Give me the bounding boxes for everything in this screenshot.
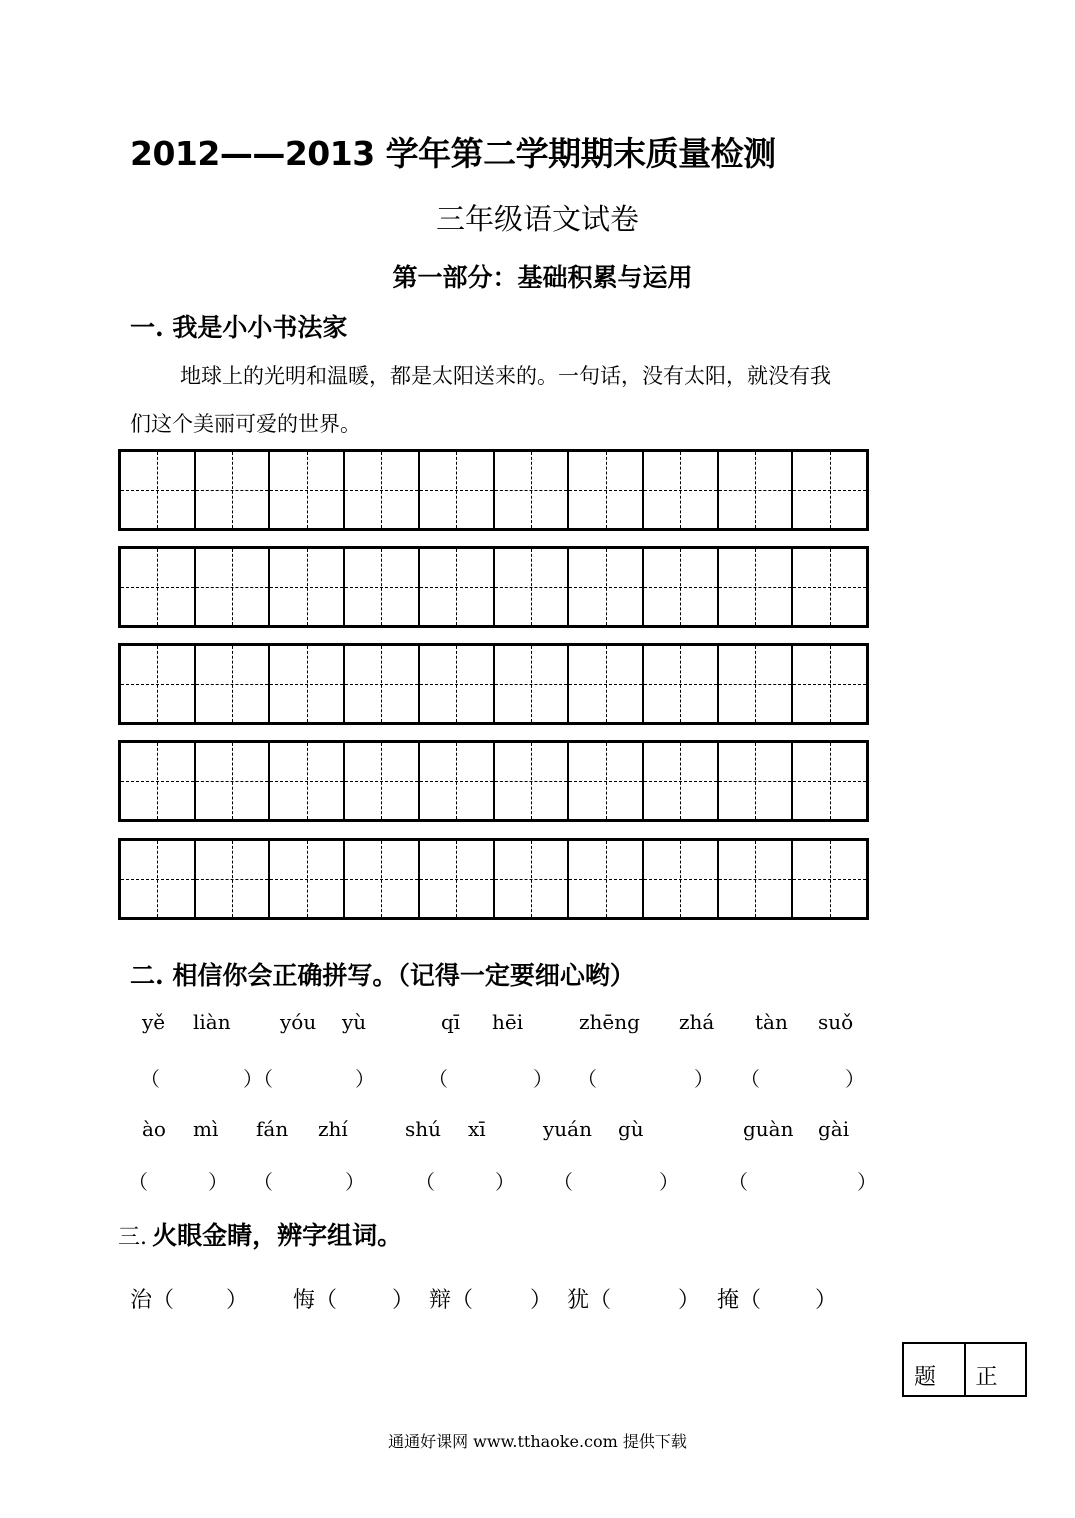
- char-paren: ）: [678, 1288, 701, 1313]
- char-paren: ）: [530, 1288, 553, 1313]
- pinyin: qī: [441, 1010, 461, 1034]
- pinyin: ào: [142, 1117, 166, 1141]
- exam-title: 2012——2013 学年第二学期期末质量检测: [130, 134, 776, 173]
- part-heading: 第一部分：基础积累与运用: [392, 263, 693, 292]
- pinyin: mì: [193, 1117, 219, 1141]
- pinyin: gài: [818, 1117, 850, 1141]
- grid-cell[interactable]: [569, 646, 644, 722]
- paren: （: [128, 1170, 148, 1194]
- paren: ）: [659, 1170, 679, 1194]
- score-label-right: 正: [975, 1365, 998, 1390]
- grid-cell[interactable]: [644, 841, 719, 917]
- grid-cell[interactable]: [569, 841, 644, 917]
- paren: ）（: [243, 1067, 273, 1091]
- char-paren: ）: [392, 1288, 415, 1313]
- section3-number: 三.: [118, 1225, 147, 1250]
- grid-cell[interactable]: [793, 452, 866, 528]
- grid-row: [118, 740, 869, 822]
- score-box: [902, 1342, 1027, 1397]
- grid-cell[interactable]: [719, 646, 794, 722]
- grid-cell[interactable]: [270, 646, 345, 722]
- paren: ）: [208, 1170, 228, 1194]
- grid-cell[interactable]: [719, 549, 794, 625]
- grid-cell[interactable]: [420, 646, 495, 722]
- grid-row: [118, 838, 869, 920]
- section1-passage-line2: 们这个美丽可爱的世界。: [130, 412, 361, 436]
- paren: （: [415, 1170, 435, 1194]
- paren: ）: [355, 1067, 375, 1091]
- grid-cell[interactable]: [121, 646, 196, 722]
- grid-cell[interactable]: [270, 452, 345, 528]
- paren: （: [553, 1170, 573, 1194]
- exam-subtitle: 三年级语文试卷: [435, 202, 639, 236]
- paren: ）: [495, 1170, 515, 1194]
- section3-heading: [118, 1216, 402, 1252]
- char-paren: ）: [815, 1288, 838, 1313]
- grid-cell[interactable]: [719, 452, 794, 528]
- grid-cell[interactable]: [793, 549, 866, 625]
- grid-cell[interactable]: [644, 549, 719, 625]
- grid-cell[interactable]: [196, 646, 271, 722]
- pinyin: shú: [405, 1117, 442, 1141]
- grid-cell[interactable]: [270, 549, 345, 625]
- grid-cell[interactable]: [270, 841, 345, 917]
- pinyin: hēi: [492, 1010, 524, 1034]
- char-paren: ）: [226, 1288, 249, 1313]
- char-item: 犹（: [567, 1288, 612, 1313]
- paren: （: [140, 1067, 160, 1091]
- grid-cell[interactable]: [495, 743, 570, 819]
- paren: ）: [845, 1067, 865, 1091]
- grid-row: [118, 643, 869, 725]
- grid-cell[interactable]: [420, 743, 495, 819]
- paren: ）: [533, 1067, 553, 1091]
- grid-cell[interactable]: [345, 452, 420, 528]
- grid-cell[interactable]: [196, 549, 271, 625]
- score-cell-left: [904, 1344, 966, 1395]
- char-item: 辩（: [429, 1288, 474, 1313]
- pinyin: gù: [618, 1117, 644, 1141]
- grid-cell[interactable]: [420, 549, 495, 625]
- pinyin: zhí: [318, 1117, 348, 1141]
- pinyin: yuán: [543, 1117, 592, 1141]
- grid-cell[interactable]: [345, 549, 420, 625]
- grid-cell[interactable]: [569, 452, 644, 528]
- footer-text: 通通好课网 www.tthaoke.com 提供下载: [388, 1432, 687, 1451]
- score-cell-right: [966, 1344, 1026, 1395]
- grid-cell[interactable]: [793, 841, 866, 917]
- grid-cell[interactable]: [719, 841, 794, 917]
- grid-cell[interactable]: [345, 646, 420, 722]
- pinyin: yě: [142, 1010, 166, 1034]
- section3-title: 火眼金睛，辨字组词。: [152, 1221, 403, 1250]
- paren: ）: [345, 1170, 365, 1194]
- grid-row: [118, 546, 869, 628]
- grid-cell[interactable]: [196, 743, 271, 819]
- grid-cell[interactable]: [569, 549, 644, 625]
- score-label-left: 题: [914, 1365, 937, 1390]
- grid-cell[interactable]: [270, 743, 345, 819]
- pinyin: yóu: [280, 1010, 317, 1034]
- pinyin: zhēng: [579, 1010, 640, 1034]
- grid-cell[interactable]: [121, 549, 196, 625]
- paren: （: [728, 1170, 748, 1194]
- pinyin: xī: [468, 1117, 486, 1141]
- grid-cell[interactable]: [495, 841, 570, 917]
- grid-cell[interactable]: [345, 743, 420, 819]
- grid-cell[interactable]: [793, 743, 866, 819]
- section1-heading: 一. 我是小小书法家: [130, 313, 348, 342]
- grid-cell[interactable]: [420, 452, 495, 528]
- grid-cell[interactable]: [495, 646, 570, 722]
- grid-row: [118, 449, 869, 531]
- section2-heading: 二. 相信你会正确拼写。（记得一定要细心哟）: [130, 961, 635, 990]
- paren: ）: [857, 1170, 877, 1194]
- char-item: 治（: [130, 1288, 175, 1313]
- pinyin: tàn: [755, 1010, 788, 1034]
- pinyin: suǒ: [818, 1010, 854, 1034]
- grid-cell[interactable]: [196, 452, 271, 528]
- grid-cell[interactable]: [345, 841, 420, 917]
- grid-cell[interactable]: [644, 452, 719, 528]
- grid-cell[interactable]: [495, 549, 570, 625]
- pinyin: guàn: [743, 1117, 794, 1141]
- paren: （: [740, 1067, 760, 1091]
- paren: （: [253, 1170, 273, 1194]
- grid-cell[interactable]: [569, 743, 644, 819]
- grid-cell[interactable]: [121, 743, 196, 819]
- grid-cell[interactable]: [121, 841, 196, 917]
- section1-passage-line1: 地球上的光明和温暖，都是太阳送来的。一句话，没有太阳，就没有我: [180, 364, 831, 388]
- grid-cell[interactable]: [644, 646, 719, 722]
- paren: （: [428, 1067, 448, 1091]
- char-item: 悔（: [293, 1288, 338, 1313]
- pinyin: zhá: [679, 1010, 715, 1034]
- grid-cell[interactable]: [644, 743, 719, 819]
- pinyin: liàn: [193, 1010, 231, 1034]
- pinyin: yù: [342, 1010, 367, 1034]
- grid-cell[interactable]: [420, 841, 495, 917]
- char-item: 掩（: [717, 1288, 762, 1313]
- paren: ）: [694, 1067, 714, 1091]
- grid-cell[interactable]: [121, 452, 196, 528]
- grid-cell[interactable]: [196, 841, 271, 917]
- grid-cell[interactable]: [719, 743, 794, 819]
- grid-cell[interactable]: [495, 452, 570, 528]
- grid-cell[interactable]: [793, 646, 866, 722]
- pinyin: fán: [256, 1117, 289, 1141]
- paren: （: [577, 1067, 597, 1091]
